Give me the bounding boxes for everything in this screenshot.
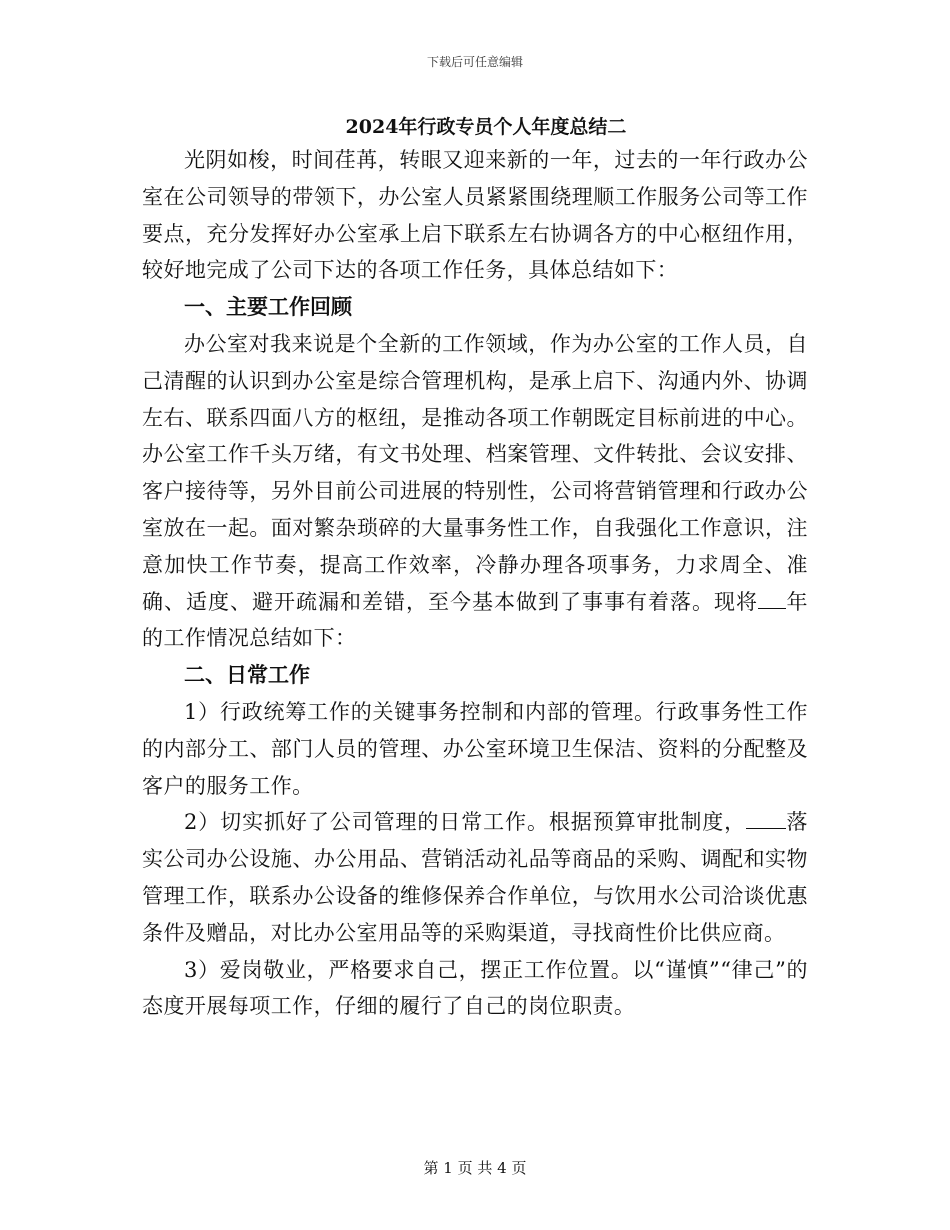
page-number: 第 1 页 共 4 页 <box>423 1159 527 1177</box>
item2-text-part1: 2）切实抓好了公司管理的日常工作。根据预算审批制度， <box>184 810 747 835</box>
document-title: 2024年行政专员个人年度总结二 <box>345 116 627 138</box>
daily-work-item-3: 3）爱岗敬业，严格要求自己，摆正工作位置。以“谨慎”“律己”的态度开展每项工作，仔细的履行了自己的岗位职责。 <box>142 957 808 1019</box>
page-header-note: 下载后可任意编辑 <box>426 55 523 69</box>
section-heading-daily-work: 二、日常工作 <box>184 662 310 688</box>
fill-in-blank <box>758 590 786 609</box>
fill-in-blank <box>746 810 786 829</box>
daily-work-item-2 <box>142 804 808 951</box>
section-heading-review: 一、主要工作回顾 <box>184 294 352 320</box>
review-text-part1: 办公室对我来说是个全新的工作领域，作为办公室的工作人员，自己清醒的认识到办公室是综合管理机构，是承上启下、沟通内外、协调左右、联系四面八方的枢纽，是推动各项工作朝既定目标前进的中心。办公室工作千头万绪，有文书处理、档案管理、文件转批、会议安排、客户接待等，另外目前公司进展的特别性，公司将营销管理和行政办公室放在一起。面对繁杂琐碎的大量事务性工作，自我强化工作意识，注意加快工作节奏，提高工作效率，冷静办理各项事务，力求周全、准确、适度、避开疏漏和差错，至今基本做到了事事有着落。现将 <box>142 331 808 614</box>
document-body <box>142 112 808 1025</box>
item2-text-part2: 落实公司办公设施、办公用品、营销活动礼品等商品的采购、调配和实物管理工作，联系办公设备的维修保养合作单位，与饮用水公司洽谈优惠条件及赠品，对比办公室用品等的采购渠道，寻找商性价比供应商。 <box>142 810 809 945</box>
review-text-part2: 年的工作情况总结如下： <box>142 589 808 651</box>
intro-paragraph: 光阴如梭，时间荏苒，转眼又迎来新的一年，过去的一年行政办公室在公司领导的带领下，办公室人员紧紧围绕理顺工作服务公司等工作要点，充分发挥好办公室承上启下联系左右协调各方的中心枢纽作用，较好地完成了公司下达的各项工作任务，具体总结如下： <box>142 148 808 283</box>
review-paragraph <box>142 326 808 657</box>
daily-work-item-1: 1）行政统筹工作的关键事务控制和内部的管理。行政事务性工作的内部分工、部门人员的管理、办公室环境卫生保洁、资料的分配整及客户的服务工作。 <box>142 699 808 798</box>
